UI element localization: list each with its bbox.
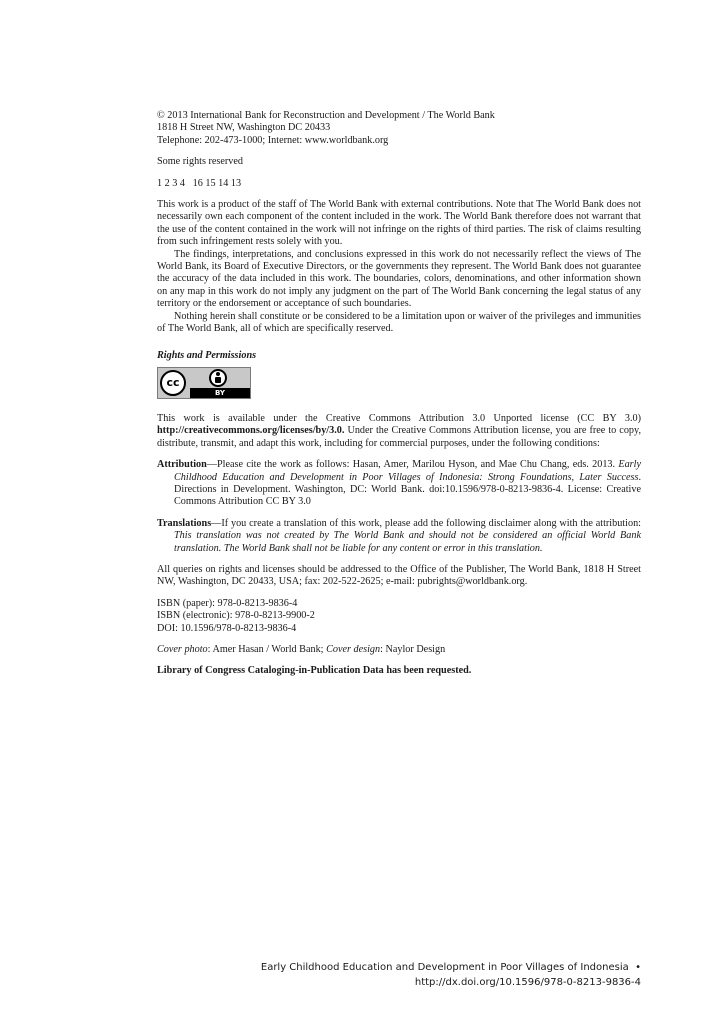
license-pre: This work is available under the Creative Commons Attribution 3.0 Unported license (CC BY 3.0) xyxy=(157,412,641,424)
disclaimer-paragraph-1: This work is a product of the staff of The World Bank with external contributions. Note that The World Bank does not necessarily own each component of the content included in the work. The World Bank therefore does not warrant that the use of the content contained in the work will not infringe on the rights of third parties. The risk of claims resulting from such infringement rests solely with you. xyxy=(157,199,641,248)
isbn-paper: ISBN (paper): 978-0-8213-9836-4 xyxy=(157,597,298,609)
attribution-pre: Please cite the work as follows: Hasan, Amer, Marilou Hyson, and Mae Chu Chang, eds. 2013. xyxy=(217,459,619,471)
rights-reserved: Some rights reserved xyxy=(157,156,244,168)
translations-pre: If you create a translation of this work, please add the following disclaimer along with the attribution: xyxy=(221,517,641,529)
doi-line: DOI: 10.1596/978-0-8213-9836-4 xyxy=(157,622,297,634)
disclaimer xyxy=(157,199,641,335)
telephone-line: Telephone: 202-473-1000; Internet: www.worldbank.org xyxy=(157,134,389,146)
cover-photo-label: Cover photo xyxy=(157,644,208,655)
license-paragraph xyxy=(157,413,641,450)
cc-by-badge-icon xyxy=(157,367,251,399)
queries-paragraph: All queries on rights and licenses should be addressed to the Office of the Publisher, The World Bank, 1818 H Street NW, Washington, DC 20433, USA; fax: 202-522-2625; e-mail: pubrights@worldbank.org. xyxy=(157,563,641,588)
translations-dash: — xyxy=(211,517,222,529)
cip-line: Library of Congress Cataloging-in-Publication Data has been requested. xyxy=(157,665,472,677)
isbn-block xyxy=(157,598,641,635)
disclaimer-paragraph-3: Nothing herein shall constitute or be considered to be a limitation upon or waiver of the privileges and immunities of The World Bank, all of which are specifically reserved. xyxy=(157,310,641,335)
cover-design-value: : Naylor Design xyxy=(380,644,446,655)
footer-doi-link[interactable]: http://dx.doi.org/10.1596/978-0-8213-9836-4 xyxy=(414,977,641,988)
book-title: Early Childhood Education and Development in Poor Villages of Indonesia: Strong Foundations, Later Success xyxy=(174,459,641,483)
license-post: Under the Creative Commons Attribution license, you are free to copy, distribute, transmit, and adapt this work, including for commercial purposes, under the following conditions: xyxy=(157,425,641,449)
cover-photo-value: : Amer Hasan / World Bank; xyxy=(207,644,327,655)
attribution-person-icon xyxy=(209,369,227,387)
translation-disclaimer: This translation was not created by The World Bank and should not be considered an official World Bank translation. The World Bank shall not be liable for any content or error in this translation. xyxy=(174,530,641,554)
printing-line: 1 2 3 4 16 15 14 13 xyxy=(157,177,242,189)
rights-header: Rights and Permissions xyxy=(157,349,257,361)
address-line: 1818 H Street NW, Washington DC 20433 xyxy=(157,122,331,134)
isbn-electronic: ISBN (electronic): 978-0-8213-9900-2 xyxy=(157,610,315,622)
disclaimer-paragraph-2: The findings, interpretations, and conclusions expressed in this work do not necessarily reflect the views of The World Bank, its Board of Executive Directors, or the governments they represent. The World Bank does not guarantee the accuracy of the data included in this work. The boundaries, colors, denominations, and other information shown on any map in this work do not imply any judgment on the part of The World Bank concerning the legal status of any territory or the endorsement or acceptance of such boundaries. xyxy=(157,248,641,310)
copyright-block xyxy=(157,110,641,147)
cc-icon: cc xyxy=(160,370,186,396)
footer-title: Early Childhood Education and Development in Poor Villages of Indonesia • xyxy=(260,962,641,973)
attribution-label: Attribution xyxy=(157,459,207,471)
cover-design-label: Cover design xyxy=(326,644,381,655)
cover-credits xyxy=(157,644,641,656)
copyright-page xyxy=(157,110,641,678)
page-footer xyxy=(261,960,641,990)
attribution-post: . Directions in Development. Washington, DC: World Bank. doi:10.1596/978-0-8213-9836-4. License: Creative Commons Attribution CC BY 3.0 xyxy=(174,471,641,508)
translations-label: Translations xyxy=(157,517,212,529)
license-url-link[interactable]: http://creativecommons.org/licenses/by/3.0. xyxy=(157,425,345,437)
copyright-line: © 2013 International Bank for Reconstruction and Development / The World Bank xyxy=(157,110,495,121)
by-label: BY xyxy=(190,388,250,398)
attribution-paragraph xyxy=(157,459,641,509)
attribution-dash: — xyxy=(206,459,217,471)
translations-paragraph xyxy=(157,518,641,555)
